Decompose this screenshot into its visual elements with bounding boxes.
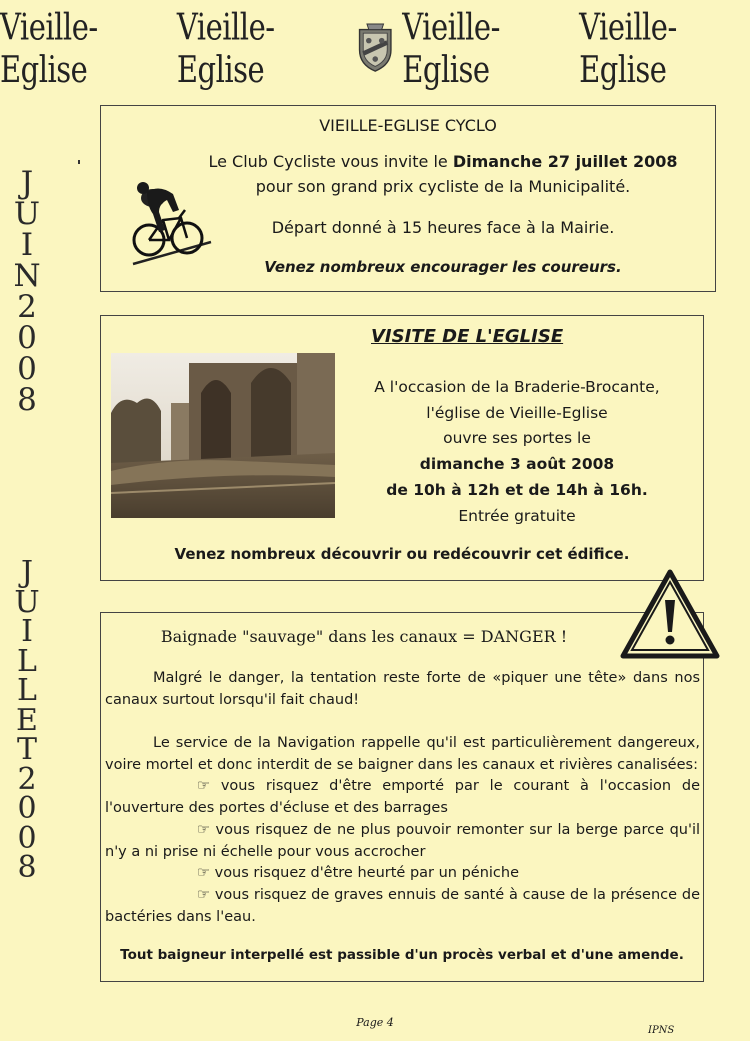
side-letter: T [16,732,37,767]
side-letter: J [20,165,34,201]
coat-of-arms-icon [354,20,396,76]
pointing-hand-icon: ☞ [197,865,210,881]
danger-title: Baignade "sauvage" dans les canaux = DANGER ! [160,627,568,646]
cyclo-line-1a: Le Club Cycliste vous invite le [208,152,453,171]
church-entry: Entrée gratuite [458,507,576,525]
side-letter: 0 [17,351,37,387]
page-number: Page 4 [356,1016,394,1029]
side-letter: 8 [17,382,37,418]
side-letter: 0 [17,791,37,826]
stray-mark [78,160,80,164]
church-line-1: A l'occasion de la Braderie-Brocante, [374,378,660,396]
cyclo-announcement-box [100,105,716,292]
side-letter: N [13,258,41,294]
cyclo-line-3: Départ donné à 15 heures face à la Mairie. [271,218,615,237]
church-line-3: ouvre ses portes le [443,429,591,447]
side-letter: 8 [17,850,37,885]
church-title: VISITE DE L'EGLISE [371,326,564,347]
bullet-text: vous risquez de graves ennuis de santé à cause de la présence de bactéries dans l'eau. [105,887,700,925]
church-visit-box [100,315,704,581]
header-title-3: Vieille-Eglise [402,5,500,91]
page-header [0,5,750,91]
header-title-2: Vieille-Eglise [176,5,275,91]
side-letter: 2 [17,761,37,797]
header-title-4: Vieille-Eglise [579,5,677,91]
bullet-text: vous risquez d'être emporté par le courant à l'occasion de l'ouverture des portes d'écluse et des barrages [105,778,701,816]
church-photo [111,353,335,518]
side-letter: L [17,643,37,679]
church-footer: Venez nombreux découvrir ou redécouvrir cet édifice. [174,545,630,563]
danger-bullet-1 [105,776,700,819]
side-letter: E [16,702,38,738]
danger-bullet-3 [105,863,700,885]
pointing-hand-icon: ☞ [197,778,210,794]
church-hours: de 10h à 12h et de 14h à 16h. [386,481,648,499]
danger-bullet-2 [105,820,700,863]
side-letter: U [13,196,41,232]
side-letter: 0 [17,820,37,856]
side-letter: L [17,673,37,708]
danger-footer: Tout baigneur interpellé est passible d'un procès verbal et d'une amende. [120,947,684,963]
danger-paragraph-2: Le service de la Navigation rappelle qu'il est particulièrement dangereux, voire mortel et donc interdit de se baigner dans les canaux et rivières canalisées: [105,735,700,773]
side-letter: I [20,227,34,263]
side-letter: J [20,555,34,590]
side-label-juin-2008 [10,165,44,418]
bullet-text: vous risquez d'être heurté par un péniche [214,865,520,881]
cyclo-line-2: pour son grand prix cycliste de la Municipalité. [255,177,631,196]
church-date: dimanche 3 août 2008 [419,455,615,473]
cyclo-title: VIEILLE-EGLISE CYCLO [319,116,497,135]
side-label-juillet-2008 [8,555,46,885]
side-letter: I [21,614,33,649]
pointing-hand-icon: ☞ [197,822,210,838]
danger-bullet-4 [105,885,700,928]
danger-paragraph-1: Malgré le danger, la tentation reste forte de «piquer une tête» dans nos canaux surtout lorsqu'il fait chaud! [105,670,700,708]
bullet-text: vous risquez de ne plus pouvoir remonter sur la berge parce qu'il n'y a ni prise ni échelle pour vous accrocher [105,822,701,860]
pointing-hand-icon: ☞ [197,887,210,903]
swimming-danger-box [100,612,704,982]
side-letter: U [14,584,40,620]
cyclo-line-4: Venez nombreux encourager les coureurs. [264,258,622,276]
side-letter: 2 [17,289,37,325]
warning-triangle-icon [620,568,720,660]
cyclo-line-1 [173,152,713,171]
side-letter: 0 [17,320,37,356]
church-line-2: l'église de Vieille-Eglise [426,404,608,422]
header-title-1: Vieille-Eglise [0,5,98,91]
cyclo-date: Dimanche 27 juillet 2008 [452,152,678,171]
ipns-label: IPNS [648,1025,675,1036]
